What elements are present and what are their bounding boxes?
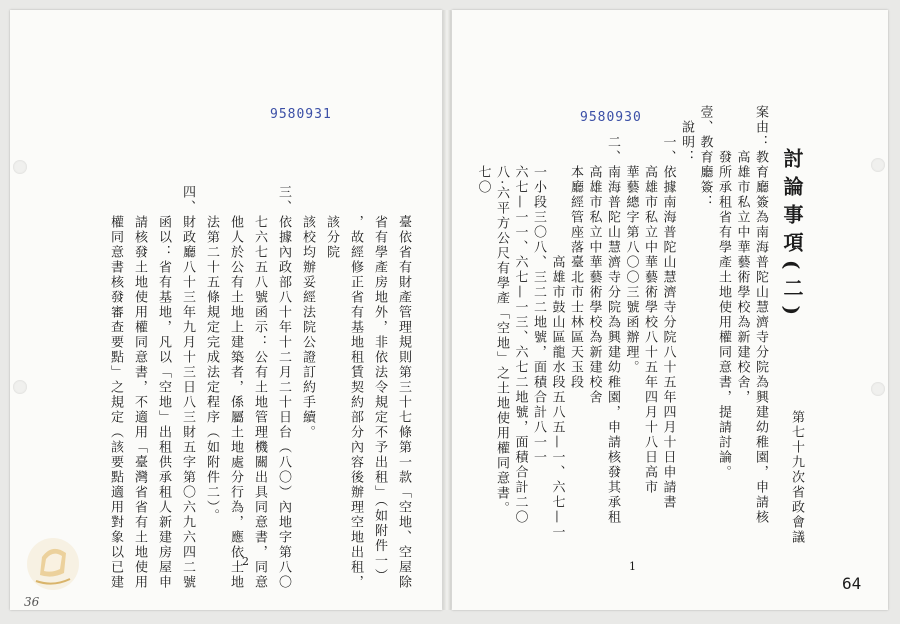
text-column: 請核發土地使用權同意書，不適用「臺灣省省有土地使用 [132, 155, 147, 590]
page-number: 1 [629, 560, 636, 573]
text-column: 二、南海普陀山慧濟寺分院為興建幼稚園，申請核發其承租 [605, 105, 620, 525]
left-page [10, 10, 442, 610]
right-page [452, 10, 888, 610]
text-column: 函以：省有基地，凡以「空地」出租供承租人新建房屋申 [156, 155, 171, 590]
text-column: ，故經修正省有基地租賃契約部分內容後辦理空地出租， [348, 155, 363, 590]
document-number-stamp: 9580931 [270, 107, 332, 122]
text-column: 該分院 [324, 155, 339, 335]
text-column: 發所承租省有學產土地使用權同意書，提請討論。 [716, 105, 731, 480]
document-number-stamp: 9580930 [580, 110, 642, 125]
text-column: 臺依省有財產管理規則第三十七條第一款「空地、空屋除 [396, 155, 411, 590]
text-column: 壹、教育廳簽： [697, 105, 713, 210]
text-column: 說明： [679, 105, 694, 165]
text-column: 一小段三〇八、三二二地號，面積合計八一一 [531, 105, 546, 465]
book-spine [443, 10, 451, 610]
punch-hole [13, 160, 27, 174]
punch-hole [871, 382, 885, 396]
text-column: 權同意書核發審查要點」之規定（該要點適用對象以已建 [108, 155, 123, 590]
text-column: 華藝總字第八〇〇三號函辦理。 [623, 105, 639, 375]
book-page-number: 64 [842, 574, 862, 593]
text-column: 高雄市私立中華藝術學校為新建校舍 [586, 105, 602, 405]
text-column: 案由：教育廳簽為南海普陀山慧濟寺分院為興建幼稚園，申請核 [753, 105, 768, 525]
text-column: 七六七五八號函示：公有土地管理機關出具同意書，同意 [252, 155, 267, 590]
text-column: 法第二十五條規定完成法定程序（如附件二）。 [204, 155, 219, 524]
text-column: 省有學產房地外，非依法令規定不予出租」（如附件一） [372, 155, 387, 584]
corner-note: 36 [24, 595, 40, 609]
text-column: 八·六平方公尺有學產「空地」之土地使用權同意書。 [494, 105, 509, 517]
text-column: 六七—一一、六七—一三、六七二地號，面積合計二〇 [512, 105, 528, 525]
text-column: 本廳經管座落臺北市士林區天玉段 [568, 105, 583, 390]
text-column: 一、依據南海普陀山慧濟寺分院八十五年四月十日申請書 [660, 105, 676, 510]
agenda-title: 討論事項(二) [780, 148, 804, 323]
text-column: 七〇 [475, 105, 491, 195]
text-column: 他人於公有土地上建築者，係屬土地處分行為，應依土地 [228, 155, 243, 590]
punch-hole [871, 158, 885, 172]
punch-hole [13, 380, 27, 394]
text-column: 高雄市鼓山區龍水段五八五—一、六七—一 [549, 105, 565, 540]
text-column: 該校均辦妥經法院公證訂約手續。 [300, 155, 315, 440]
text-column: 三、依據內政部八十年十二月二十日台（八〇）內地字第八〇 [276, 155, 291, 590]
text-column: 四、財政廳八十三年九月十三日八三財五字第〇六九六四二號 [180, 155, 195, 590]
session-label: 第七十九次省政會議 [789, 410, 804, 545]
text-column: 高雄市私立中華藝術學校八十五年四月十八日高市 [642, 105, 657, 495]
page-number: 2 [242, 555, 249, 568]
taiwan-archive-logo-icon [22, 535, 84, 593]
text-column: 高雄市私立中華藝術學校為新建校舍， [734, 105, 750, 405]
